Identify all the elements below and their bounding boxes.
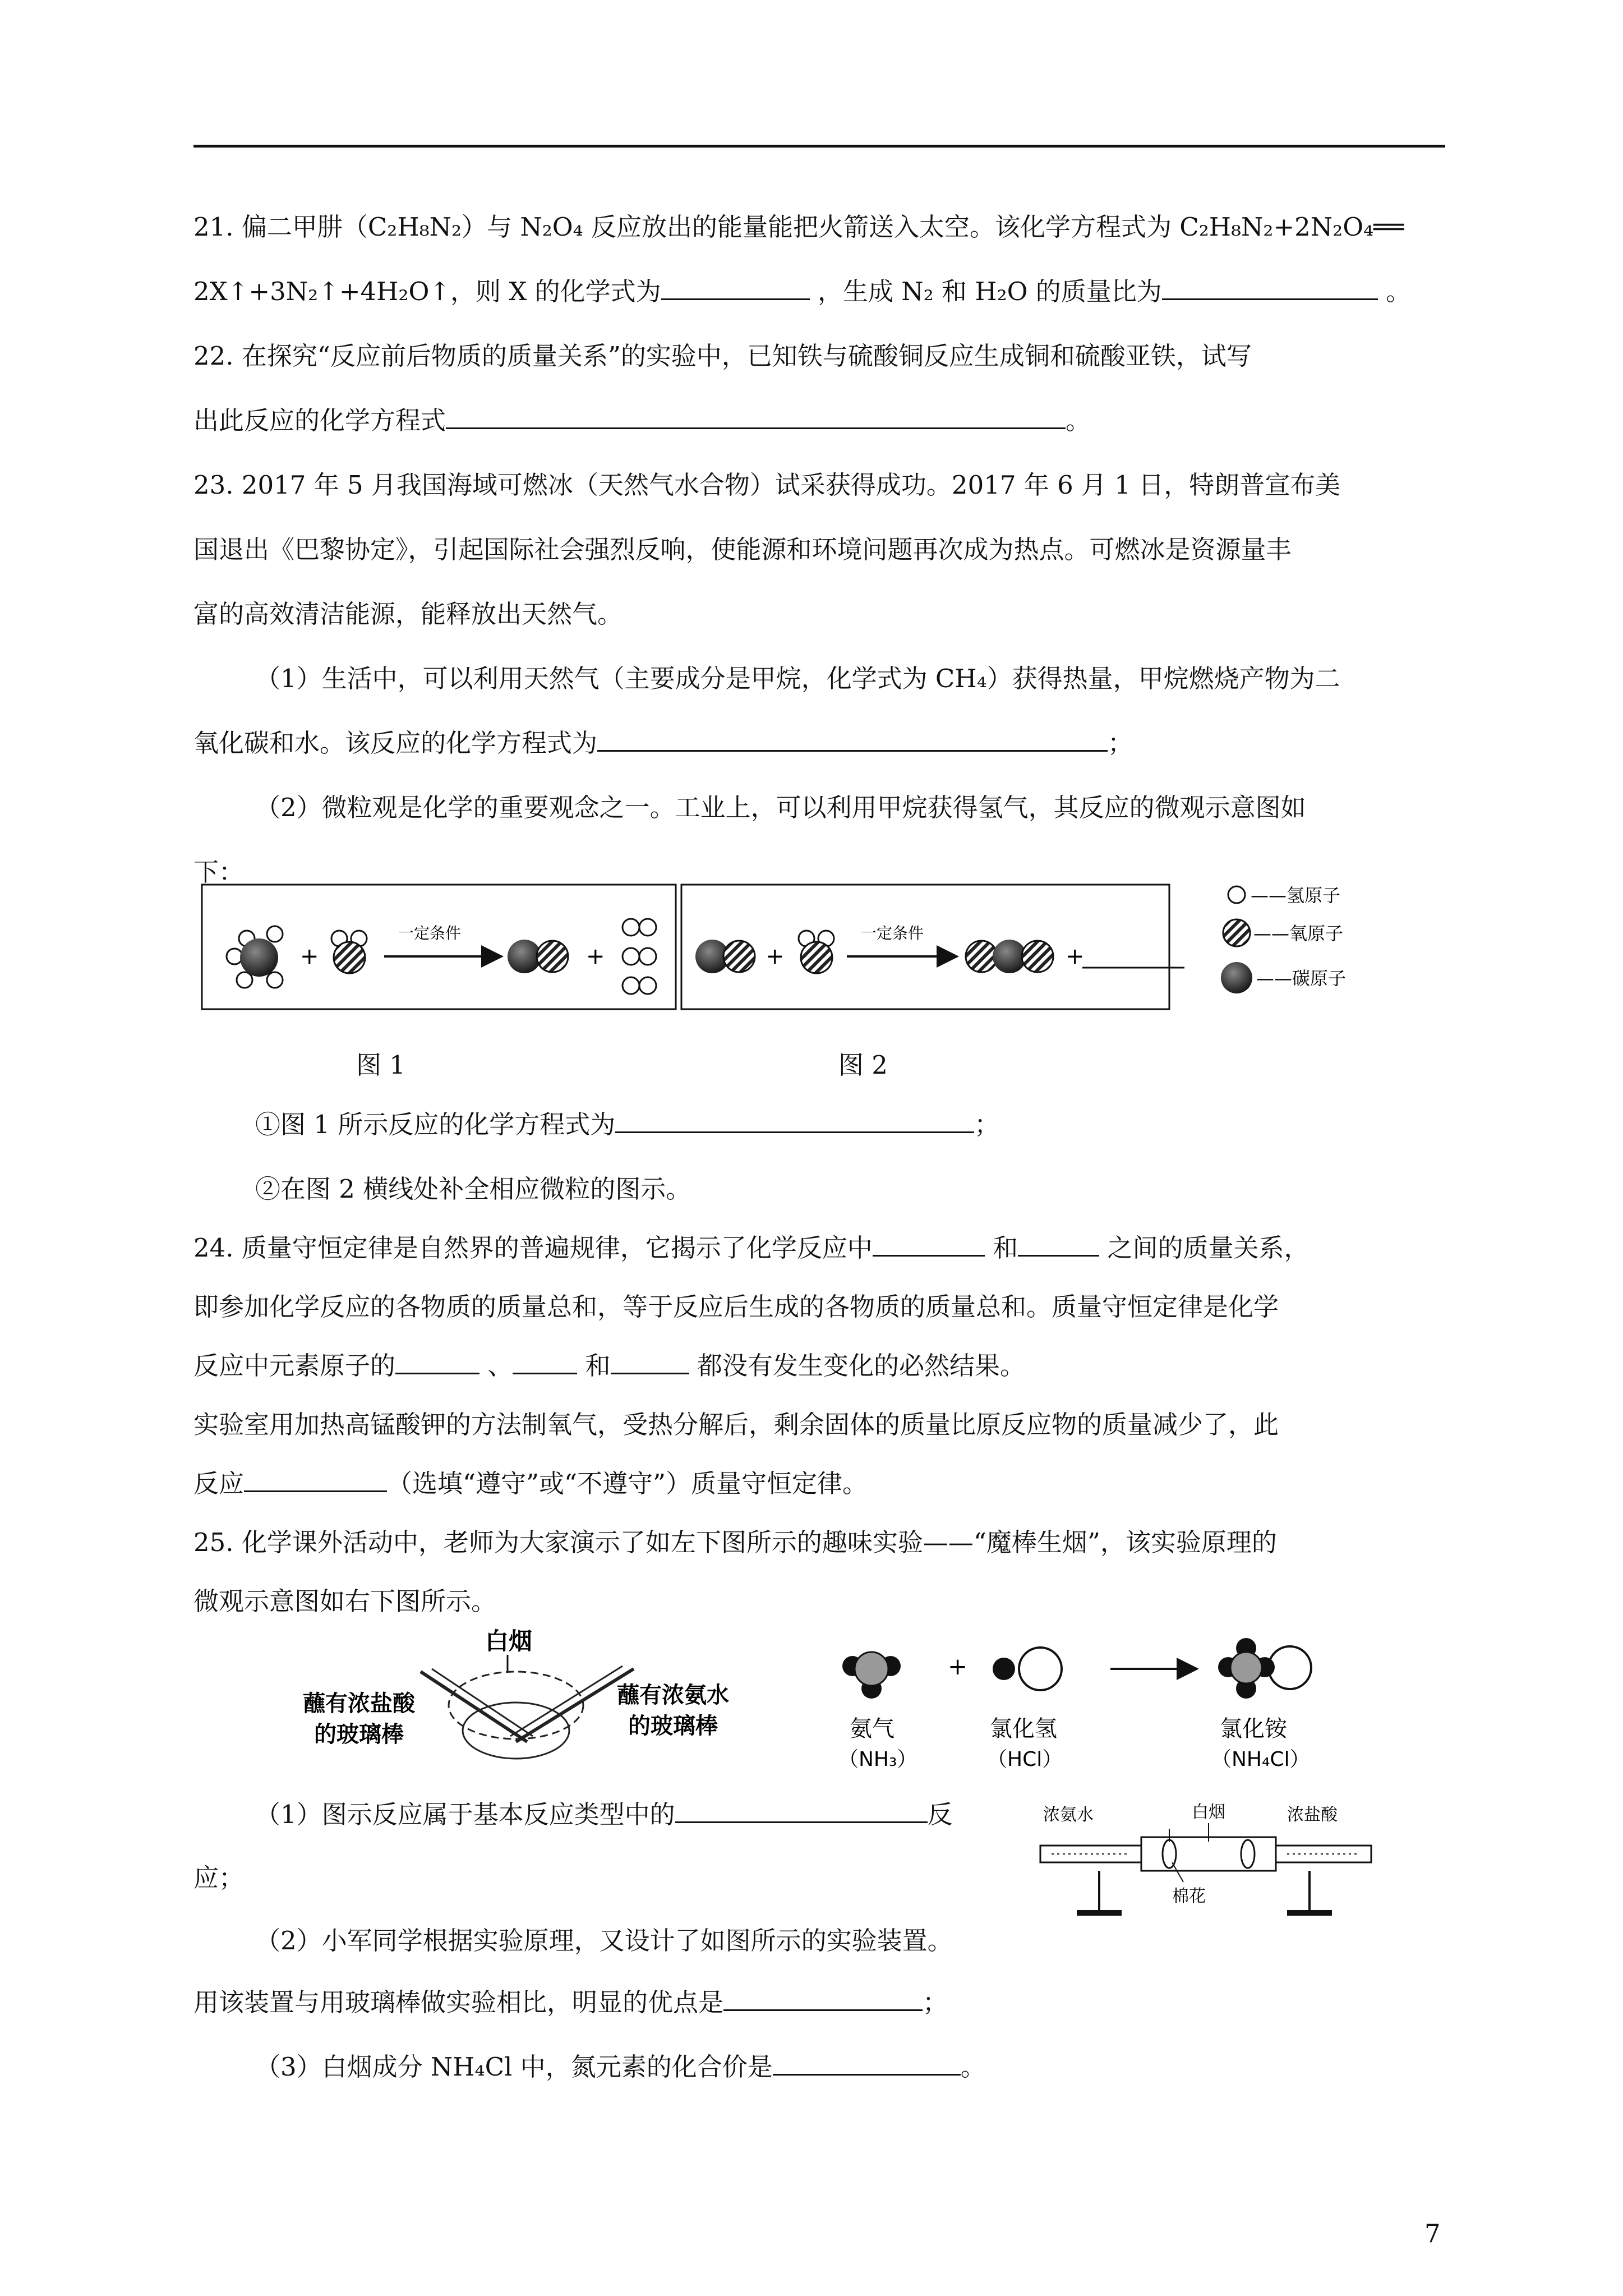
q24-blank-3[interactable] — [395, 1349, 479, 1374]
legend-carbon-icon — [1221, 962, 1252, 993]
fig2-co2 — [966, 940, 1053, 973]
svg-text:（HCl）: （HCl） — [987, 1748, 1063, 1771]
q23-line1: 23. 2017 年 5 月我国海域可燃冰（天然气水合物）试采获得成功。2017 年 6 月 1 日，特朗普宣布美 — [193, 470, 1341, 500]
legend-oxygen-label: ——氧原子 — [1253, 923, 1344, 944]
q24-line3: 反应中元素原子的 、 和 都没有发生变化的必然结果。 — [193, 1349, 1025, 1383]
magic-rod-figure — [292, 1624, 796, 1781]
svg-text:（NH₄Cl）: （NH₄Cl） — [1211, 1748, 1310, 1771]
fig2-box — [681, 885, 1169, 1009]
q22-blank-equation[interactable] — [446, 404, 1066, 429]
ammonium-chloride-molecule — [1218, 1638, 1311, 1699]
q25-p2-blank[interactable] — [723, 1986, 923, 2011]
ammonium-chloride-micro-figure — [824, 1632, 1363, 1778]
q22-line1: 22. 在探究“反应前后物质的质量关系”的实验中，已知铁与硫酸铜反应生成铜和硫酸亚铁，试写 — [193, 341, 1252, 371]
fig1-methane — [227, 926, 283, 988]
q25-p3-line: （3）白烟成分 NH₄Cl 中，氮元素的化合价是 。 — [255, 2050, 986, 2084]
hcl-molecule — [993, 1648, 1062, 1690]
svg-text:浓盐酸: 浓盐酸 — [1287, 1805, 1338, 1825]
svg-text:+: + — [586, 944, 605, 969]
q25-p1-blank[interactable] — [675, 1798, 928, 1823]
apparatus-figure — [1035, 1798, 1374, 1921]
svg-text:氯化氢: 氯化氢 — [990, 1716, 1057, 1742]
q25-p3-blank[interactable] — [773, 2050, 961, 2076]
fig2-co — [695, 940, 755, 973]
svg-text:白烟: 白烟 — [1192, 1802, 1225, 1822]
svg-text:+: + — [1066, 944, 1085, 969]
q23-p1-blank[interactable] — [597, 726, 1108, 752]
q24-blank-5[interactable] — [611, 1349, 689, 1374]
q23-line2: 国退出《巴黎协定》，引起国际社会强烈反响，使能源和环境问题再次成为热点。可燃冰是资源量丰 — [193, 535, 1292, 564]
svg-text:+: + — [300, 944, 319, 969]
svg-text:的玻璃棒: 的玻璃棒 — [628, 1713, 718, 1739]
q21-blank-ratio[interactable] — [1162, 275, 1378, 300]
q24-blank-1[interactable] — [873, 1231, 985, 1257]
q23-p1-line1: （1）生活中，可以利用天然气（主要成分是甲烷，化学式为 CH₄）获得热量，甲烷燃烧产物为二 — [255, 664, 1340, 693]
q21-line1: 21. 偏二甲肼（C₂H₈N₂）与 N₂O₄ 反应放出的能量能把火箭送入太空。该化学方程式为 C₂H₈N₂+2N₂O₄══ — [193, 212, 1404, 242]
q22-line2: 出此反应的化学方程式 。 — [193, 404, 1091, 438]
svg-text:氯化铵: 氯化铵 — [1220, 1716, 1287, 1742]
q25-p1-line1: （1）图示反应属于基本反应类型中的 反 — [255, 1798, 953, 1832]
svg-text:+: + — [766, 944, 785, 969]
svg-text:棉花: 棉花 — [1172, 1887, 1206, 1906]
q24-line5: 反应 （选填“遵守”或“不遵守”）质量守恒定律。 — [193, 1467, 868, 1501]
q23-p2-line2: 下： — [193, 857, 245, 887]
ammonia-molecule — [842, 1652, 901, 1699]
glass-tube — [1141, 1837, 1276, 1871]
micro-reaction-figure — [191, 872, 1458, 1018]
fig2-condition: 一定条件 — [861, 924, 924, 942]
legend-oxygen-icon — [1223, 919, 1250, 946]
q24-line4: 实验室用加热高锰酸钾的方法制氧气，受热分解后，剩余固体的质量比原反应物的质量减少了，此 — [193, 1410, 1279, 1439]
right-syringe — [1276, 1846, 1371, 1862]
fig-legend — [1221, 885, 1346, 993]
q23-line3: 富的高效清洁能源，能释放出天然气。 — [193, 599, 623, 629]
legend-hydrogen-label: ——氢原子 — [1251, 885, 1341, 906]
fig1-hydrogen — [623, 919, 656, 994]
svg-text:氨气: 氨气 — [850, 1716, 895, 1742]
svg-text:浓氨水: 浓氨水 — [1043, 1805, 1094, 1825]
svg-text:蘸有浓氨水: 蘸有浓氨水 — [617, 1682, 729, 1708]
q24-line2: 即参加化学反应的各物质的质量总和，等于反应后生成的各物质的质量总和。质量守恒定律是化学 — [193, 1292, 1279, 1322]
q25-p2-line1: （2）小军同学根据实验原理，又设计了如图所示的实验装置。 — [255, 1926, 953, 1955]
q25-p1-line2: 应； — [193, 1863, 245, 1893]
q24-blank-2[interactable] — [1018, 1231, 1099, 1257]
fig1-water — [331, 931, 367, 973]
page-number: 7 — [1424, 2219, 1441, 2248]
q25-line2: 微观示意图如右下图所示。 — [193, 1586, 497, 1616]
fig1-caption: 图 1 — [356, 1050, 405, 1080]
q25-line1: 25. 化学课外活动中，老师为大家演示了如左下图所示的趣味实验——“魔棒生烟”，该实验原理的 — [193, 1527, 1277, 1557]
q24-blank-6[interactable] — [244, 1467, 387, 1492]
q23-p1-line2: 氧化碳和水。该反应的化学方程式为 ； — [193, 726, 1133, 760]
q23-sub2: ②在图 2 横线处补全相应微粒的图示。 — [255, 1174, 691, 1204]
svg-text:蘸有浓盐酸: 蘸有浓盐酸 — [303, 1691, 415, 1717]
q24-blank-4[interactable] — [513, 1349, 577, 1374]
q24-line1: 24. 质量守恒定律是自然界的普遍规律，它揭示了化学反应中 和 之间的质量关系， — [193, 1231, 1310, 1265]
q23-p2-line1: （2）微粒观是化学的重要观念之一。工业上，可以利用甲烷获得氢气，其反应的微观示意图如 — [255, 793, 1306, 822]
q21-blank-x[interactable] — [661, 275, 810, 300]
svg-text:+: + — [948, 1653, 968, 1680]
svg-text:的玻璃棒: 的玻璃棒 — [314, 1722, 404, 1747]
fig1-condition: 一定条件 — [398, 924, 462, 942]
legend-carbon-label: ——碳原子 — [1256, 968, 1347, 989]
header-rule — [193, 145, 1445, 148]
legend-hydrogen-icon — [1228, 886, 1245, 903]
white-smoke-label: 白烟 — [485, 1627, 533, 1655]
fig2-water — [799, 931, 834, 973]
q21-line2: 2X↑+3N₂↑+4H₂O↑，则 X 的化学式为 ，生成 N₂ 和 H₂O 的质量比为 。 — [193, 275, 1411, 309]
fig2-caption: 图 2 — [838, 1050, 888, 1080]
fig1-co — [508, 940, 568, 973]
q25-p2-line2: 用该装置与用玻璃棒做实验相比，明显的优点是 ； — [193, 1986, 948, 2019]
svg-text:（NH₃）: （NH₃） — [838, 1748, 917, 1771]
q23-sub1: ①图 1 所示反应的化学方程式为 ； — [255, 1108, 999, 1142]
q23-sub1-blank[interactable] — [615, 1108, 974, 1133]
